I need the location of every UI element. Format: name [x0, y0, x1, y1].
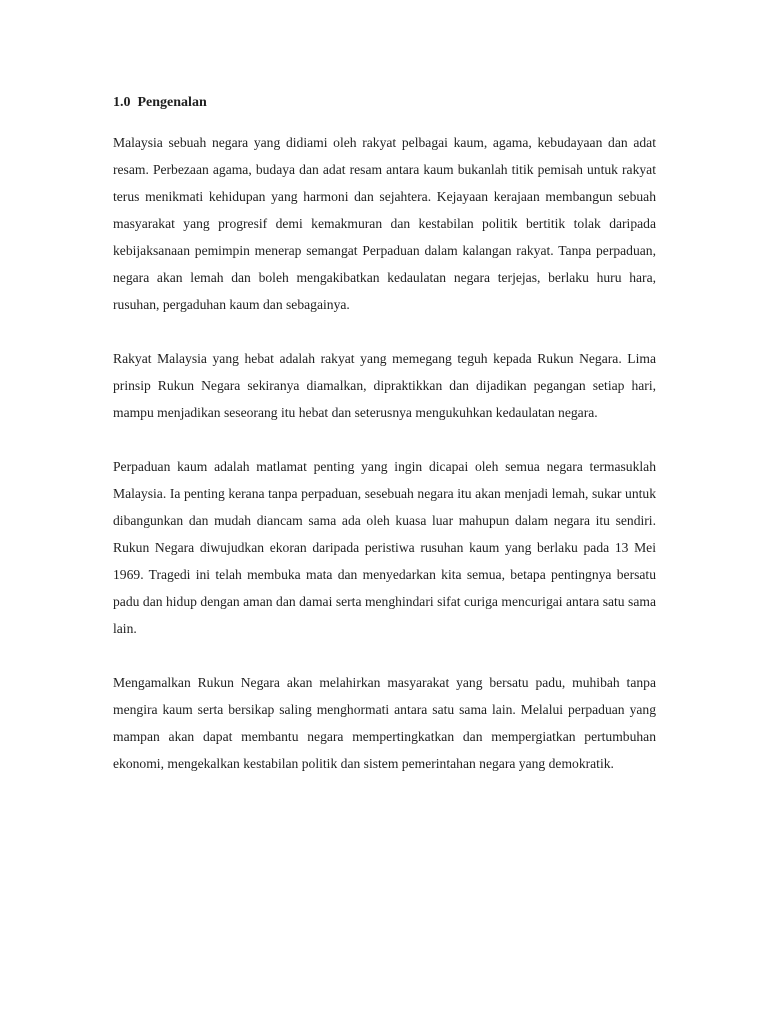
section-heading: 1.0 Pengenalan [113, 95, 207, 110]
paragraph-1: Malaysia sebuah negara yang didiami oleh rakyat pelbagai kaum, agama, kebudayaan dan adat resam. Perbezaan agama, budaya dan adat resam antara kaum bukanlah titik pemisah untuk rakyat terus menikmati kehidupan yang harmoni dan sejahtera. Kejayaan kerajaan membangun sebuah masyarakat yang progresif demi kemakmuran dan kestabilan politik bertitik tolak daripada kebijaksanaan pemimpin menerap semangat Perpaduan dalam kalangan rakyat. Tanpa perpaduan, negara akan lemah dan boleh mengakibatkan kedaulatan negara terjejas, berlaku huru hara, rusuhan, pergaduhan kaum dan sebagainya. [113, 135, 656, 312]
paragraph-2: Rakyat Malaysia yang hebat adalah rakyat yang memegang teguh kepada Rukun Negara. Lima prinsip Rukun Negara sekiranya diamalkan, dipraktikkan dan dijadikan pegangan setiap hari, mampu menjadikan seseorang itu hebat dan seterusnya mengukuhkan kedaulatan negara. [113, 351, 656, 420]
document-page [113, 93, 656, 777]
paragraph-3: Perpaduan kaum adalah matlamat penting yang ingin dicapai oleh semua negara termasuklah Malaysia. Ia penting kerana tanpa perpaduan, sesebuah negara itu akan menjadi lemah, sukar untuk dibangunkan dan mudah diancam sama ada oleh kuasa luar mahupun dalam negara itu sendiri. Rukun Negara diwujudkan ekoran daripada peristiwa rusuhan kaum yang berlaku pada 13 Mei 1969. Tragedi ini telah membuka mata dan menyedarkan kita semua, betapa pentingnya bersatu padu dan hidup dengan aman dan damai serta menghindari sifat curiga mencurigai antara satu sama lain. [113, 459, 656, 636]
paragraph-4: Mengamalkan Rukun Negara akan melahirkan masyarakat yang bersatu padu, muhibah tanpa mengira kaum serta bersikap saling menghormati antara satu sama lain. Melalui perpaduan yang mampan akan dapat membantu negara mempertingkatkan dan mempergiatkan pertumbuhan ekonomi, mengekalkan kestabilan politik dan sistem pemerintahan negara yang demokratik. [113, 675, 656, 771]
